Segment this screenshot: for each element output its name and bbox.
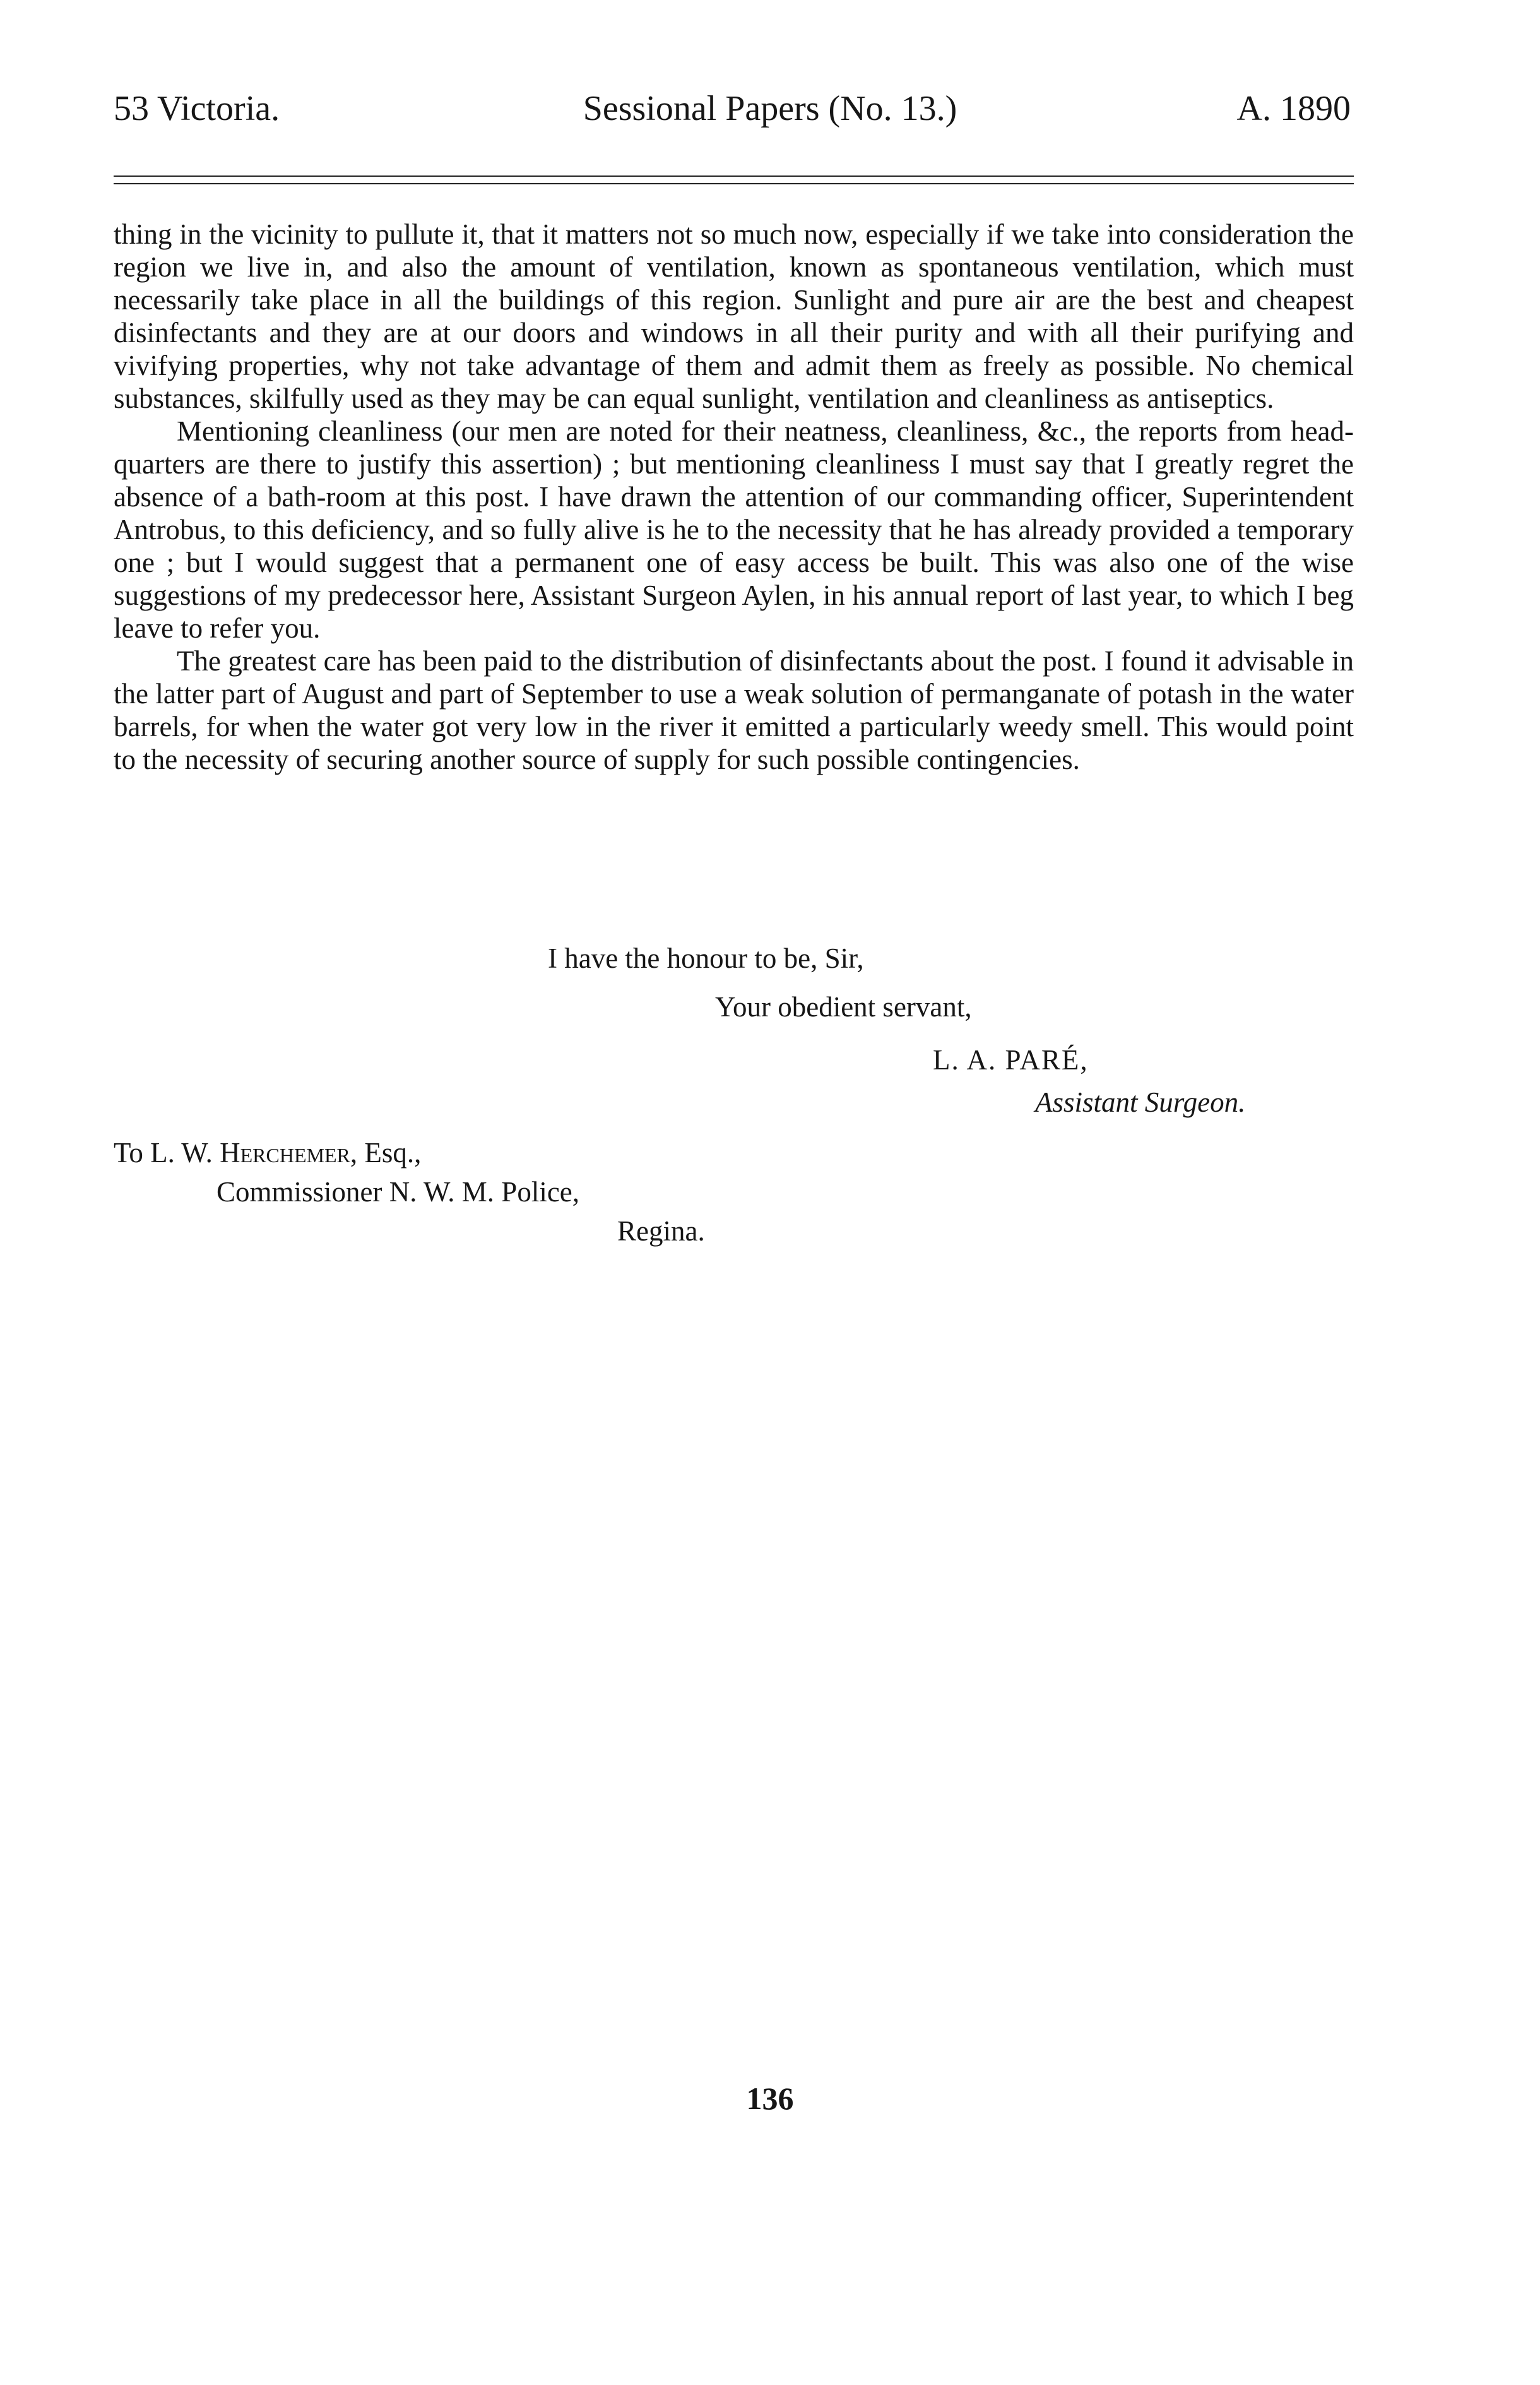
header-title: Sessional Papers (No. 13.) <box>583 89 957 128</box>
address-prefix: To L. W. <box>114 1137 220 1169</box>
address-surname: Herchemer <box>220 1137 350 1169</box>
closing-servant: Your obedient servant, <box>715 991 972 1023</box>
address-city: Regina. <box>617 1215 705 1247</box>
paragraph-ventilation: thing in the vicinity to pullute it, that it matters not so much now, especially if we take into consideration the region we live in, and also the amount of ventilation, known as spontaneous ventilation, which must necessarily take place in all the buildings of this region. Sunlight and pure air are the best and cheapest disinfectants and they are at our doors and windows in all their purity and with all their purifying and vivifying properties, why not take advantage of them and admit them as freely as possible. No chemical substances, skilfully used as they may be can equal sunlight, ventilation and cleanliness as antiseptics. <box>114 218 1354 414</box>
paragraph-cleanliness: Mentioning cleanliness (our men are noted for their neatness, cleanliness, &c., the reports from head-quarters are there to justify this assertion) ; but mentioning cleanliness I must say that I greatly regret the absence of a bath-room at this post. I have drawn the attention of our commanding officer, Superintendent Antrobus, to this deficiency, and so fully alive is he to the necessity that he has already provided a temporary one ; but I would suggest that a permanent one of easy access be built. This was also one of the wise suggestions of my predecessor here, Assistant Surgeon Aylen, in his annual report of last year, to which I beg leave to refer you. <box>114 415 1354 644</box>
paragraph-disinfectants: The greatest care has been paid to the distribution of disinfectants about the post. I found it advisable in the latter part of August and part of September to use a weak solution of permanganate of potash in the water barrels, for when the water got very low in the river it emitted a particularly weedy smell. This would point to the necessity of securing another source of supply for such possible contingencies. <box>114 645 1354 775</box>
page-number: 136 <box>746 2081 794 2116</box>
signature-title: Assistant Surgeon. <box>1035 1086 1246 1118</box>
address-office: Commissioner N. W. M. Police, <box>216 1176 580 1208</box>
closing-line: I have the honour to be, Sir, <box>548 943 864 974</box>
address-suffix: , Esq., <box>350 1137 422 1169</box>
header-year: A. 1890 <box>1236 89 1351 128</box>
report-body <box>114 218 1354 776</box>
header-rule-top <box>114 175 1354 177</box>
signature-name: L. A. PARÉ, <box>933 1044 1089 1076</box>
header-rule-bottom <box>114 183 1354 184</box>
header-session: 53 Victoria. <box>114 89 280 128</box>
address-recipient <box>114 1136 421 1169</box>
